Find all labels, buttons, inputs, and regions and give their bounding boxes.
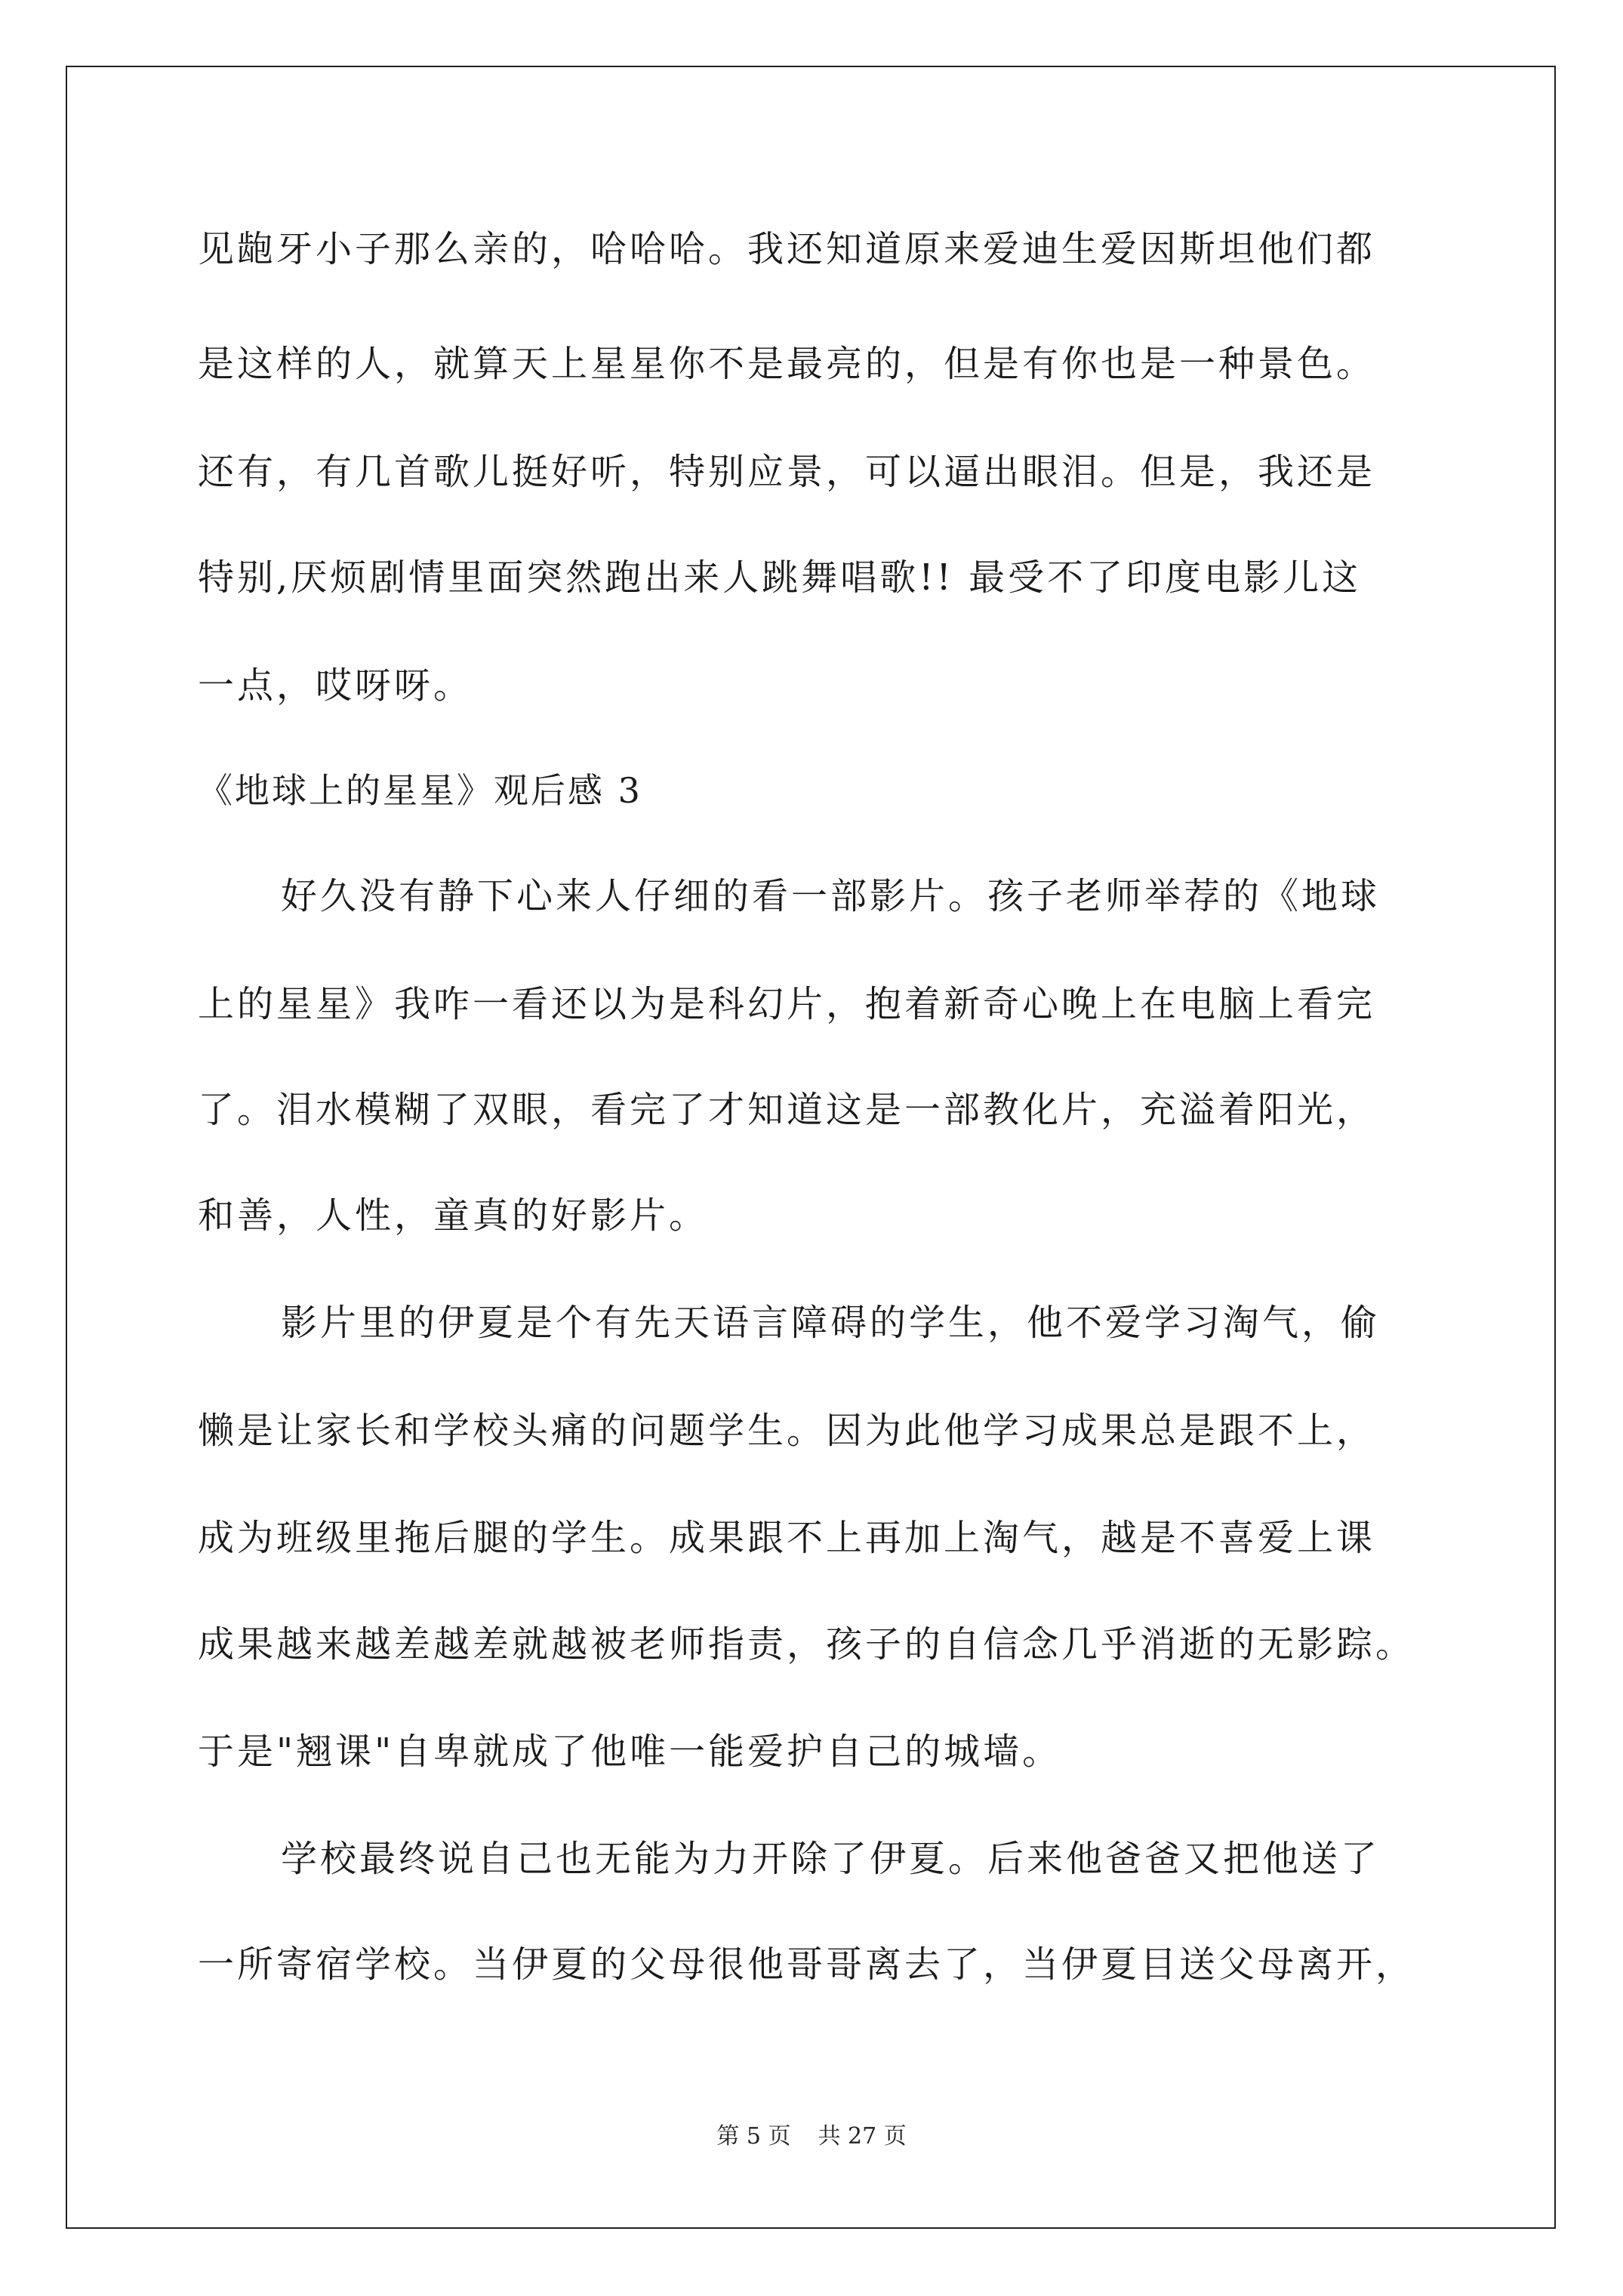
paragraph-line: 懒是让家长和学校头痛的问题学生。因为此他学习成果总是跟不上， bbox=[198, 1410, 1376, 1452]
paragraph-line: 和善，人性，童真的好影片。 bbox=[198, 1194, 709, 1237]
body-line: 见龅牙小子那么亲的，哈哈哈。我还知道原来爱迪生爱因斯坦他们都 bbox=[198, 228, 1376, 270]
body-line: 一点，哎呀呀。 bbox=[198, 664, 473, 707]
paragraph-line: 上的星星》我咋一看还以为是科幻片，抱着新奇心晚上在电脑上看完 bbox=[198, 983, 1376, 1025]
body-line: 特别,厌烦剧情里面突然跑出来人跳舞唱歌!! 最受不了印度电影儿这 bbox=[198, 556, 1362, 599]
page-total: 共 27 页 bbox=[818, 2123, 907, 2150]
body-line: 还有，有几首歌儿挺好听，特别应景，可以逼出眼泪。但是，我还是 bbox=[198, 451, 1376, 493]
paragraph-line: 好久没有静下心来人仔细的看一部影片。孩子老师举荐的《地球 bbox=[281, 875, 1381, 917]
page-number: 第 5 页 bbox=[716, 2123, 791, 2150]
section-heading: 《地球上的星星》观后感 3 bbox=[198, 770, 642, 811]
paragraph-line: 影片里的伊夏是个有先天语言障碍的学生，他不爱学习淘气，偷 bbox=[281, 1302, 1381, 1344]
paragraph-line: 学校最终说自己也无能为力开除了伊夏。后来他爸爸又把他送了 bbox=[281, 1838, 1381, 1880]
paragraph-line: 一所寄宿学校。当伊夏的父母很他哥哥离去了，当伊夏目送父母离开， bbox=[198, 1943, 1415, 1986]
paragraph-line: 于是"翘课"自卑就成了他唯一能爱护自己的城墙。 bbox=[198, 1730, 1062, 1773]
body-line: 是这样的人，就算天上星星你不是最亮的，但是有你也是一种景色。 bbox=[198, 343, 1376, 385]
paragraph-line: 成为班级里拖后腿的学生。成果跟不上再加上淘气，越是不喜爱上课 bbox=[198, 1517, 1376, 1559]
paragraph-line: 了。泪水模糊了双眼，看完了才知道这是一部教化片，充溢着阳光， bbox=[198, 1089, 1376, 1131]
page-footer bbox=[0, 2122, 1623, 2152]
page-frame bbox=[66, 66, 1556, 2229]
paragraph-line: 成果越来越差越差就越被老师指责，孩子的自信念几乎消逝的无影踪。 bbox=[198, 1623, 1415, 1666]
